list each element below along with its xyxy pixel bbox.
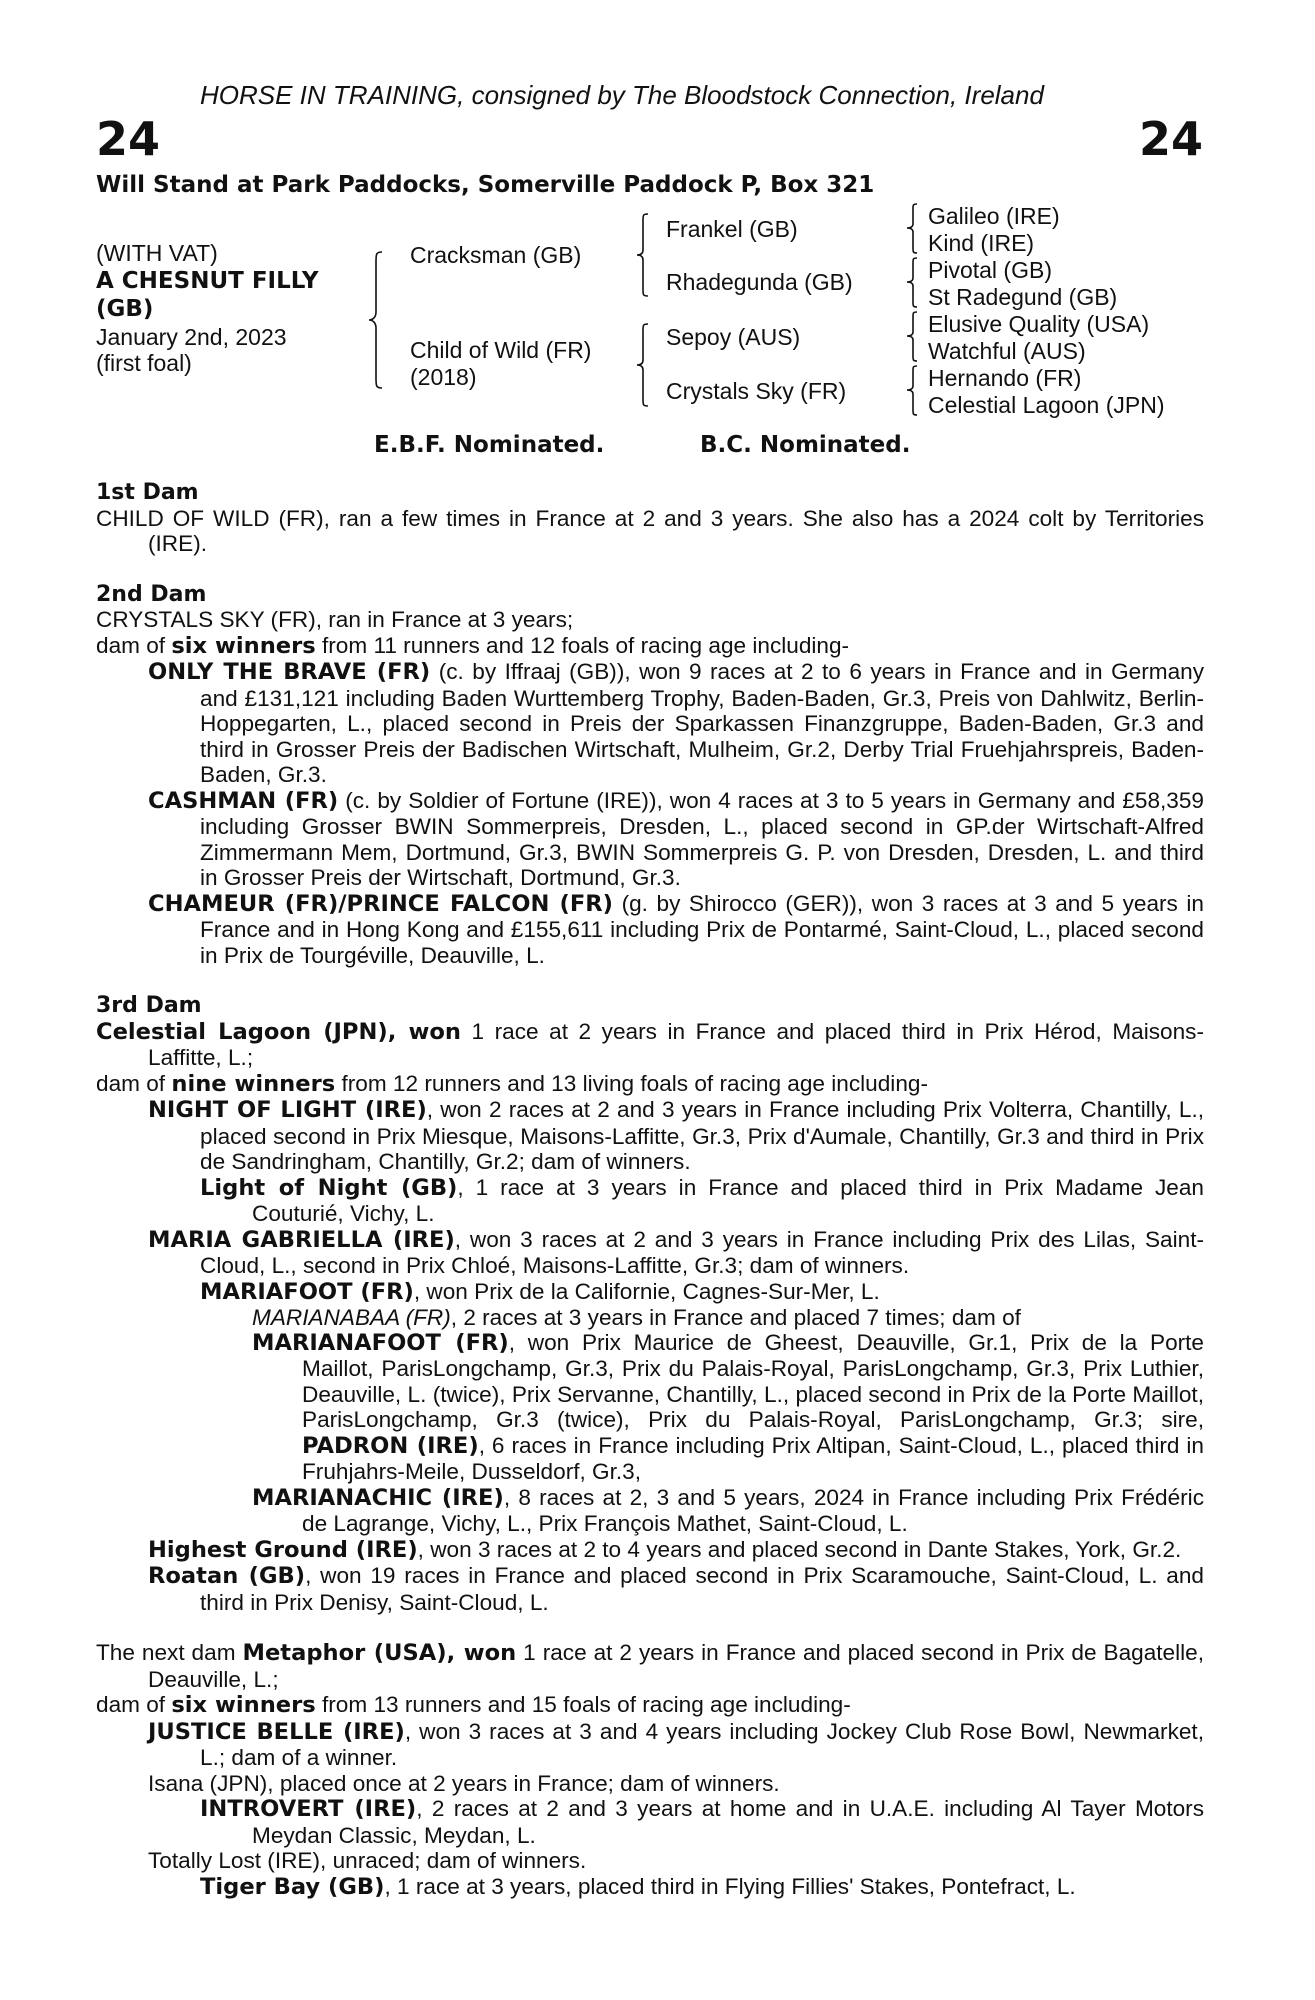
ggs-7: Hernando (FR) <box>928 365 1082 391</box>
stand-location: Will Stand at Park Paddocks, Somerville Paddock P, Box 321 <box>96 172 875 198</box>
second-dam-intro: CRYSTALS SKY (FR), ran in France at 3 years; <box>96 607 574 632</box>
produce-sub-entry: Tiger Bay (GB), 1 race at 3 years, placed third in Flying Fillies' Stakes, Pontefract, L. <box>200 1873 1076 1900</box>
pedigree-bracket-main <box>368 250 388 390</box>
horse-name: Roatan (GB) <box>148 1563 306 1589</box>
foal-note: (first foal) <box>96 350 192 376</box>
horse-name: NIGHT OF LIGHT (IRE) <box>148 1097 427 1123</box>
dam-sire: Sepoy (AUS) <box>666 324 801 350</box>
foaling-date: January 2nd, 2023 <box>96 324 287 350</box>
produce-entry: JUSTICE BELLE (IRE), won 3 races at 3 and 4 years including Jockey Club Rose Bowl, Newmarket, L.; dam of a winner. <box>148 1718 1204 1770</box>
dam-dam: Crystals Sky (FR) <box>666 378 847 404</box>
horse-name: Tiger Bay (GB) <box>200 1873 385 1900</box>
ggs-4: St Radegund (GB) <box>928 284 1118 310</box>
horse-name: MARIAFOOT (FR) <box>200 1278 414 1305</box>
produce-sub-sub-entry: MARIANACHIC (IRE), 8 races at 2, 3 and 5 years, 2024 in France including Prix Frédéric de Lagrange, Vichy, L., Prix François Mathet, Saint-Cloud, L. <box>252 1484 1205 1536</box>
produce-entry: ONLY THE BRAVE (FR) (c. by Iffraaj (GB)), won 9 races at 2 to 6 years in France and in Germany and £131,121 including Baden Wurttemberg Trophy, Baden-Baden, Gr.3, Preis von Dahlwitz, Berlin-Hoppegarten, L., placed second in Preis der Sparkassen Finanzgruppe, Baden-Baden, Gr.3 and third in Grosser Preis der Badischen Wirtschaft, Mulheim, Gr.2, Derby Trial Fruehjahrspreis, Baden-Baden, Gr.3. <box>148 659 1204 787</box>
pedigree-bracket-gen3-3 <box>906 310 920 364</box>
produce-entry: NIGHT OF LIGHT (IRE), won 2 races at 2 and 3 years in France including Prix Volterra, Chantilly, L., placed second in Prix Miesque, Maisons-Laffitte, Gr.3, Prix d'Aumale, Chantilly, Gr.3 and third in Prix de Sandringham, Chantilly, Gr.2; dam of winners. <box>148 1097 1204 1174</box>
horse-name: ONLY THE BRAVE (FR) <box>148 659 431 685</box>
sire-sire: Frankel (GB) <box>666 216 798 242</box>
lot-number-right: 24 <box>1138 112 1203 166</box>
horse-name: MARIA GABRIELLA (IRE) <box>148 1226 455 1253</box>
pedigree-bracket-sire <box>636 212 652 298</box>
second-dam-heading: 2nd Dam <box>96 581 207 607</box>
produce-entry: MARIA GABRIELLA (IRE), won 3 races at 2 and 3 years in France including Prix des Lilas, Saint-Cloud, L., second in Prix Chloé, Maisons-Laffitte, Gr.3; dam of winners. <box>148 1226 1205 1278</box>
sire-dam: Rhadegunda (GB) <box>666 269 853 295</box>
third-dam-produce-summary: dam of nine winners from 12 runners and 13 living foals of racing age including- <box>96 1070 928 1097</box>
produce-sub-entry: MARIANABAA (FR), 2 races at 3 years in France and placed 7 times; dam of <box>252 1305 1021 1330</box>
produce-sub-entry: Light of Night (GB), 1 race at 3 years in France and placed third in Prix Madame Jean Couturié, Vichy, L. <box>200 1174 1204 1226</box>
horse-name: CASHMAN (FR) <box>148 787 339 814</box>
produce-sub-entry: MARIAFOOT (FR), won Prix de la Californie, Cagnes-Sur-Mer, L. <box>200 1278 880 1305</box>
pedigree-bracket-gen3-4 <box>906 364 920 418</box>
second-dam-produce-summary: dam of six winners from 11 runners and 12 foals of racing age including- <box>96 632 850 659</box>
vat-note: (WITH VAT) <box>96 240 218 266</box>
first-dam-text: CHILD OF WILD (FR), ran a few times in France at 2 and 3 years. She also has a 2024 colt by Territories (IRE). <box>96 505 1204 556</box>
lot-number-left: 24 <box>96 112 161 166</box>
ggs-6: Watchful (AUS) <box>928 338 1086 364</box>
horse-name: JUSTICE BELLE (IRE) <box>148 1718 405 1745</box>
ebf-nomination: E.B.F. Nominated. <box>374 432 605 458</box>
dam: Child of Wild (FR) <box>410 337 592 363</box>
pedigree-bracket-gen3-1 <box>906 202 920 256</box>
produce-entry: Highest Ground (IRE), won 3 races at 2 to 4 years and placed second in Dante Stakes, York, Gr.2. <box>148 1536 1182 1563</box>
horse-name: PADRON (IRE) <box>302 1432 479 1459</box>
horse-name: MARIANACHIC (IRE) <box>252 1484 504 1511</box>
produce-entry: Roatan (GB), won 19 races in France and placed second in Prix Scaramouche, Saint-Cloud, L. and third in Prix Denisy, Saint-Cloud, L. <box>148 1563 1204 1615</box>
produce-entry: Isana (JPN), placed once at 2 years in France; dam of winners. <box>148 1770 780 1796</box>
pedigree-bracket-dam <box>636 322 652 408</box>
horse-name: Highest Ground (IRE) <box>148 1536 418 1563</box>
third-dam-heading: 3rd Dam <box>96 993 202 1018</box>
ggs-5: Elusive Quality (USA) <box>928 311 1150 337</box>
first-dam-heading: 1st Dam <box>96 480 199 505</box>
third-dam-intro: Celestial Lagoon (JPN), won 1 race at 2 years in France and placed third in Prix Hérod, Maisons-Laffitte, L.; <box>96 1018 1204 1070</box>
ggs-2: Kind (IRE) <box>928 230 1035 256</box>
horse-name: Light of Night (GB) <box>200 1174 458 1201</box>
ggs-3: Pivotal (GB) <box>928 257 1052 283</box>
consignment-line: HORSE IN TRAINING, consigned by The Bloodstock Connection, Ireland <box>200 80 1044 110</box>
dam-year: (2018) <box>410 364 477 390</box>
bc-nomination: B.C. Nominated. <box>700 432 911 458</box>
ggs-1: Galileo (IRE) <box>928 203 1060 229</box>
produce-entry: Totally Lost (IRE), unraced; dam of winners. <box>148 1848 587 1873</box>
lot-title-country: (GB) <box>96 296 154 322</box>
horse-name: MARIANAFOOT (FR) <box>252 1329 509 1356</box>
horse-name: MARIANABAA (FR) <box>252 1305 451 1330</box>
produce-entry: CASHMAN (FR) (c. by Soldier of Fortune (IRE)), won 4 races at 3 to 5 years in Germany and £58,359 including Grosser BWIN Sommerpreis, Dresden, L., placed second in GP.der Wirtschaft-Alfred Zimmermann Mem, Dortmund, Gr.3, BWIN Sommerpreis G. P. von Dresden, Dresden, L. and third in Grosser Preis der Wirtschaft, Dortmund, Gr.3. <box>148 787 1204 890</box>
pedigree-bracket-gen3-2 <box>906 256 920 310</box>
lot-title: A CHESNUT FILLY <box>96 268 319 294</box>
next-dam-intro: The next dam Metaphor (USA), won 1 race at 2 years in France and placed second in Prix de Bagatelle, Deauville, L.; <box>96 1640 1205 1692</box>
next-dam-produce-summary: dam of six winners from 13 runners and 15 foals of racing age including- <box>96 1692 851 1718</box>
sire: Cracksman (GB) <box>410 242 582 268</box>
horse-name: INTROVERT (IRE) <box>200 1796 417 1822</box>
produce-sub-sub-entry: MARIANAFOOT (FR), won Prix Maurice de Gheest, Deauville, Gr.1, Prix de la Porte Maillot, ParisLongchamp, Gr.3, Prix du Palais-Royal, ParisLongchamp, Gr.3, Prix Luthier, Deauville, L. (twice), Prix Servanne, Chantilly, L., placed second in Prix de la Porte Maillot, ParisLongchamp, Gr.3 (twice), Prix du Palais-Royal, ParisLongchamp, Gr.3; sire, PADRON (IRE), 6 races in France including Prix Altipan, Saint-Cloud, L., placed third in Fruhjahrs-Meile, Dusseldorf, Gr.3, <box>252 1329 1204 1484</box>
produce-entry: CHAMEUR (FR)/PRINCE FALCON (FR) (g. by Shirocco (GER)), won 3 races at 3 and 5 years in France and in Hong Kong and £155,611 including Prix de Pontarmé, Saint-Cloud, L., placed second in Prix de Tourgéville, Deauville, L. <box>148 890 1204 968</box>
produce-sub-entry: INTROVERT (IRE), 2 races at 2 and 3 years at home and in U.A.E. including Al Tayer Motors Meydan Classic, Meydan, L. <box>200 1796 1204 1848</box>
ggs-8: Celestial Lagoon (JPN) <box>928 392 1165 418</box>
catalogue-body <box>96 480 1204 1900</box>
horse-name: CHAMEUR (FR)/PRINCE FALCON (FR) <box>148 890 614 917</box>
